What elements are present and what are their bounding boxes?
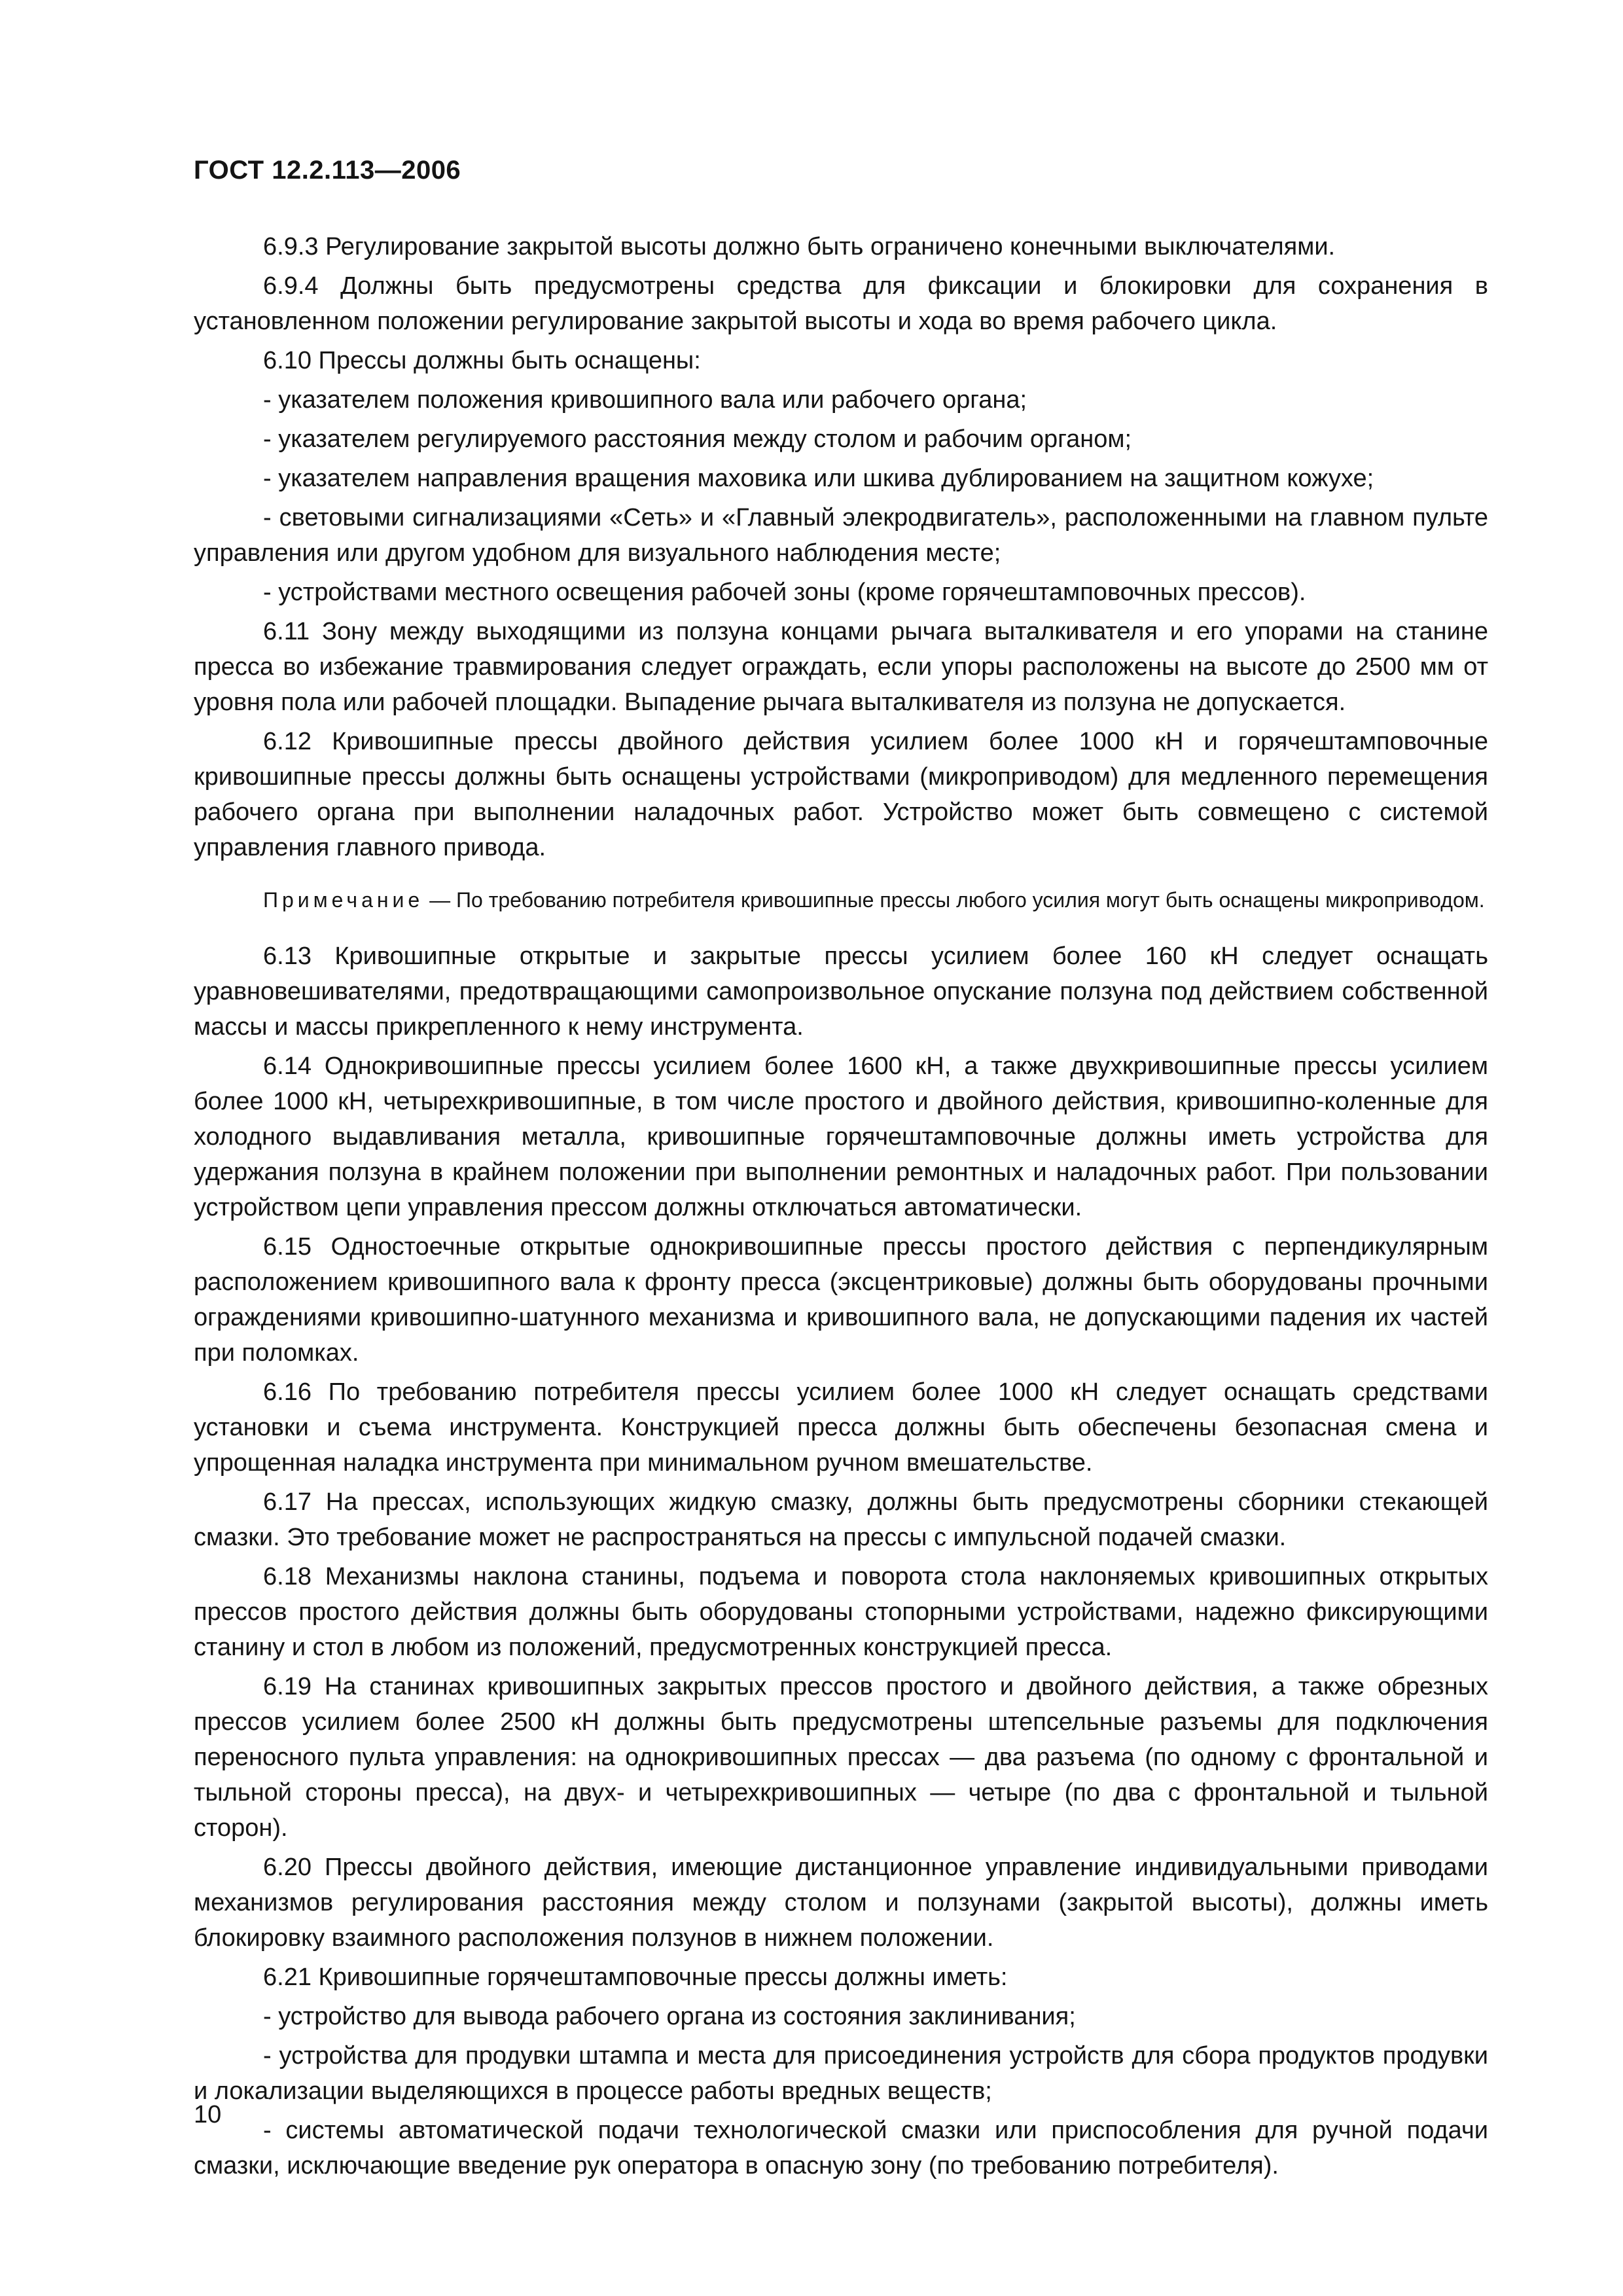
list-item: - системы автоматической подачи технологической смазки или приспособления для ручной подачи смазки, исключающие введение рук оператора в опасную зону (по требованию потребителя). [194,2117,1488,2179]
paragraph-6-19: 6.19 На станинах кривошипных закрытых прессов простого и двойного действия, а также обрезных прессов усилием более 2500 кН должны быть предусмотрены штепсельные разъемы для подключения переносного пульта управления: на однокривошипных прессах — два разъема (по одному с фронтальной и тыльной стороны пресса), на двух- и четырехкривошипных — четыре (по два с фронтальной и тыльной сторон). [194,1673,1488,1842]
paragraph-6-21: 6.21 Кривошипные горячештамповочные прессы должны иметь: [263,1964,1008,1991]
paragraph-6-15: 6.15 Одностоечные открытые однокривошипные прессы простого действия с перпендикулярным расположением кривошипного вала к фронту пресса (эксцентриковые) должны быть оборудованы прочными ограждениями кривошипно-шатунного механизма и кривошипного вала, не допускающими падения их частей при поломках. [194,1233,1488,1367]
note-label: Примечание [263,888,424,912]
paragraph-6-9-3: 6.9.3 Регулирование закрытой высоты должно быть ограничено конечными выключателями. [263,233,1336,260]
paragraph-6-9-4: 6.9.4 Должны быть предусмотрены средства для фиксации и блокировки для сохранения в установленном положении регулирование закрытой высоты и хода во время рабочего цикла. [194,272,1488,335]
paragraph-6-18: 6.18 Механизмы наклона станины, подъема и поворота стола наклоняемых кривошипных открытых прессов простого действия должны быть оборудованы стопорными устройствами, надежно фиксирующими станину и стол в любом из положений, предусмотренных конструкцией пресса. [194,1563,1488,1661]
paragraph-6-12: 6.12 Кривошипные прессы двойного действия усилием более 1000 кН и горячештамповочные кривошипные прессы должны быть оснащены устройствами (микроприводом) для медленного перемещения рабочего органа при выполнении наладочных работ. Устройство может быть совмещено с системой управления главного привода. [194,728,1488,861]
list-item: - устройства для продувки штампа и места для присоединения устройств для сбора продуктов продувки и локализации выделяющихся в процессе работы вредных веществ; [194,2042,1488,2105]
paragraph-6-20: 6.20 Прессы двойного действия, имеющие дистанционное управление индивидуальными приводами механизмов регулирования расстояния между столом и ползунами (закрытой высоты), должны иметь блокировку взаимного расположения ползунов в нижнем положении. [194,1854,1488,1952]
list-item: - указателем регулируемого расстояния между столом и рабочим органом; [263,425,1132,453]
list-item: - устройствами местного освещения рабочей зоны (кроме горячештамповочных прессов). [263,579,1306,606]
paragraph-6-16: 6.16 По требованию потребителя прессы усилием более 1000 кН следует оснащать средствами установки и съема инструмента. Конструкцией пресса должны быть обеспечены безопасная смена и упрощенная наладка инструмента при минимальном ручном вмешательстве. [194,1378,1488,1477]
paragraph-6-17: 6.17 На прессах, использующих жидкую смазку, должны быть предусмотрены сборники стекающей смазки. Это требование может не распространяться на прессы с импульсной подачей смазки. [194,1488,1488,1551]
list-item: - устройство для вывода рабочего органа из состояния заклинивания; [263,2003,1076,2030]
paragraph-6-14: 6.14 Однокривошипные прессы усилием более 1600 кН, а также двухкривошипные прессы усилием более 1000 кН, четырехкривошипные, в том числе простого и двойного действия, кривошипно-коленные для холодного выдавливания металла, кривошипные горячештамповочные должны иметь устройства для удержания ползуна в крайнем положении при выполнении ремонтных и наладочных работ. При пользовании устройством цепи управления прессом должны отключаться автоматически. [194,1052,1488,1221]
paragraph-6-13: 6.13 Кривошипные открытые и закрытые прессы усилием более 160 кН следует оснащать уравновешивателями, предотвращающими самопроизвольное опускание ползуна под действием собственной массы и массы прикрепленного к нему инструмента. [194,942,1488,1041]
note-text: — По требованию потребителя кривошипные прессы любого усилия могут быть оснащены микроприводом. [429,888,1485,912]
page-number: 10 [194,2101,222,2128]
paragraph-6-10: 6.10 Прессы должны быть оснащены: [263,347,701,374]
document-body [194,229,1488,2187]
document-header: ГОСТ 12.2.113—2006 [194,156,461,185]
list-item: - указателем положения кривошипного вала или рабочего органа; [263,386,1027,414]
list-item: - указателем направления вращения маховика или шкива дублированием на защитном кожухе; [263,465,1374,492]
paragraph-6-11: 6.11 Зону между выходящими из ползуна концами рычага выталкивателя и его упорами на станине пресса во избежание травмирования следует ограждать, если упоры расположены на высоте до 2500 мм от уровня пола или рабочей площадки. Выпадение рычага выталкивателя из ползуна не допускается. [194,618,1488,716]
list-item: - световыми сигнализациями «Сеть» и «Главный элекродвигатель», расположенными на главном пульте управления или другом удобном для визуального наблюдения месте; [194,504,1488,567]
note [194,885,1488,915]
